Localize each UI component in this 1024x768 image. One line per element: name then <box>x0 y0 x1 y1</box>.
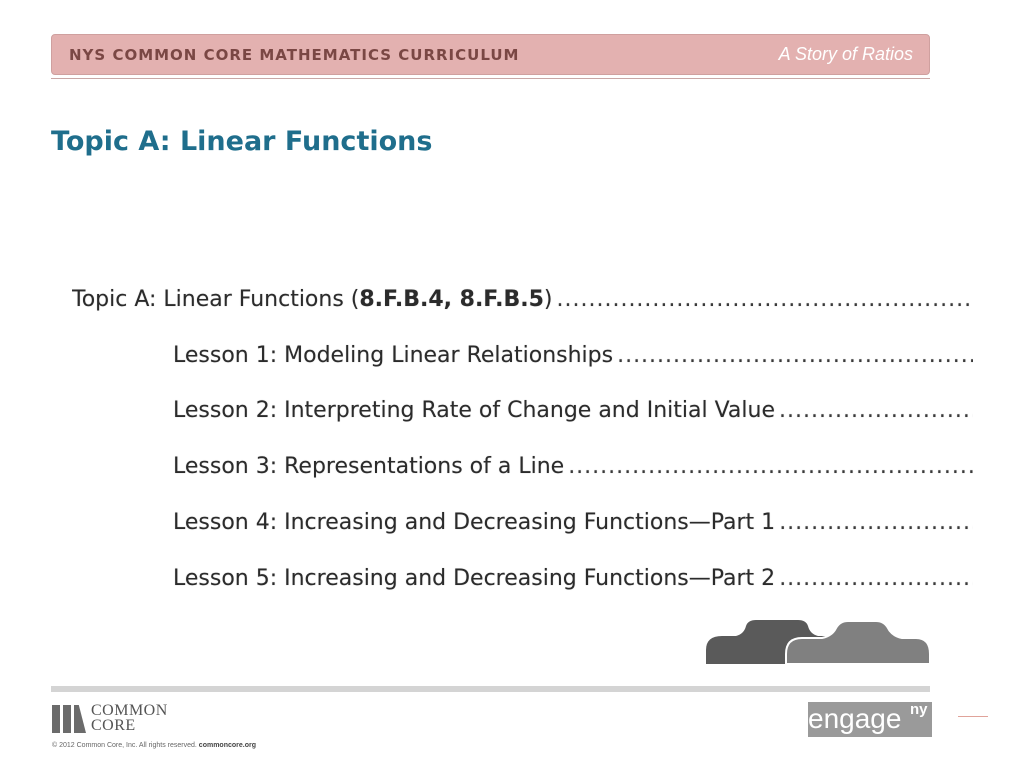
toc-leader-dots <box>557 287 974 312</box>
toc-lesson-label: Lesson 4: Increasing and Decreasing Functions—Part 1 <box>173 510 776 535</box>
decorative-shapes-graphic <box>706 620 932 666</box>
common-core-logo <box>52 702 192 734</box>
copyright-link[interactable]: commoncore.org <box>198 742 256 749</box>
toc-topic-row <box>72 287 973 312</box>
engageny-logo <box>808 702 932 737</box>
toc-lesson-row <box>173 343 973 368</box>
footer-divider <box>51 686 930 692</box>
toc-leader-dots <box>779 398 973 423</box>
toc-lesson-label: Lesson 1: Modeling Linear Relationships <box>173 343 614 368</box>
engage-wordmark: engage <box>808 703 902 734</box>
toc-leader-dots <box>568 454 973 479</box>
toc-leader-dots <box>779 566 973 591</box>
logo-line-1: COMMON <box>91 702 168 719</box>
logo-line-2: CORE <box>91 717 136 734</box>
toc-leader-dots <box>779 510 973 535</box>
toc-topic-label: Topic A: Linear Functions ( <box>72 287 360 312</box>
copyright-text <box>52 742 256 749</box>
header-bar <box>51 34 930 75</box>
engage-ny-superscript: ny <box>910 701 928 718</box>
toc-lesson-row <box>173 510 973 535</box>
header-divider <box>51 78 930 79</box>
decorative-dash <box>958 716 988 717</box>
toc-lesson-label: Lesson 2: Interpreting Rate of Change and Initial Value <box>173 398 775 423</box>
toc-lesson-label: Lesson 3: Representations of a Line <box>173 454 565 479</box>
toc-lesson-row <box>173 454 973 479</box>
page-title: Topic A: Linear Functions <box>51 126 433 157</box>
copyright-notice: © 2012 Common Core, Inc. All rights reserved. <box>52 742 197 749</box>
toc-lesson-row <box>173 566 973 591</box>
toc-lesson-row <box>173 398 973 423</box>
toc-topic-close: ) <box>543 287 553 312</box>
toc-lesson-label: Lesson 5: Increasing and Decreasing Functions—Part 2 <box>173 566 776 591</box>
toc-topic-codes: 8.F.B.4, 8.F.B.5 <box>359 287 544 312</box>
story-title: A Story of Ratios <box>778 44 913 64</box>
curriculum-title: NYS COMMON CORE MATHEMATICS CURRICULUM <box>69 46 520 64</box>
toc-leader-dots <box>617 343 973 368</box>
